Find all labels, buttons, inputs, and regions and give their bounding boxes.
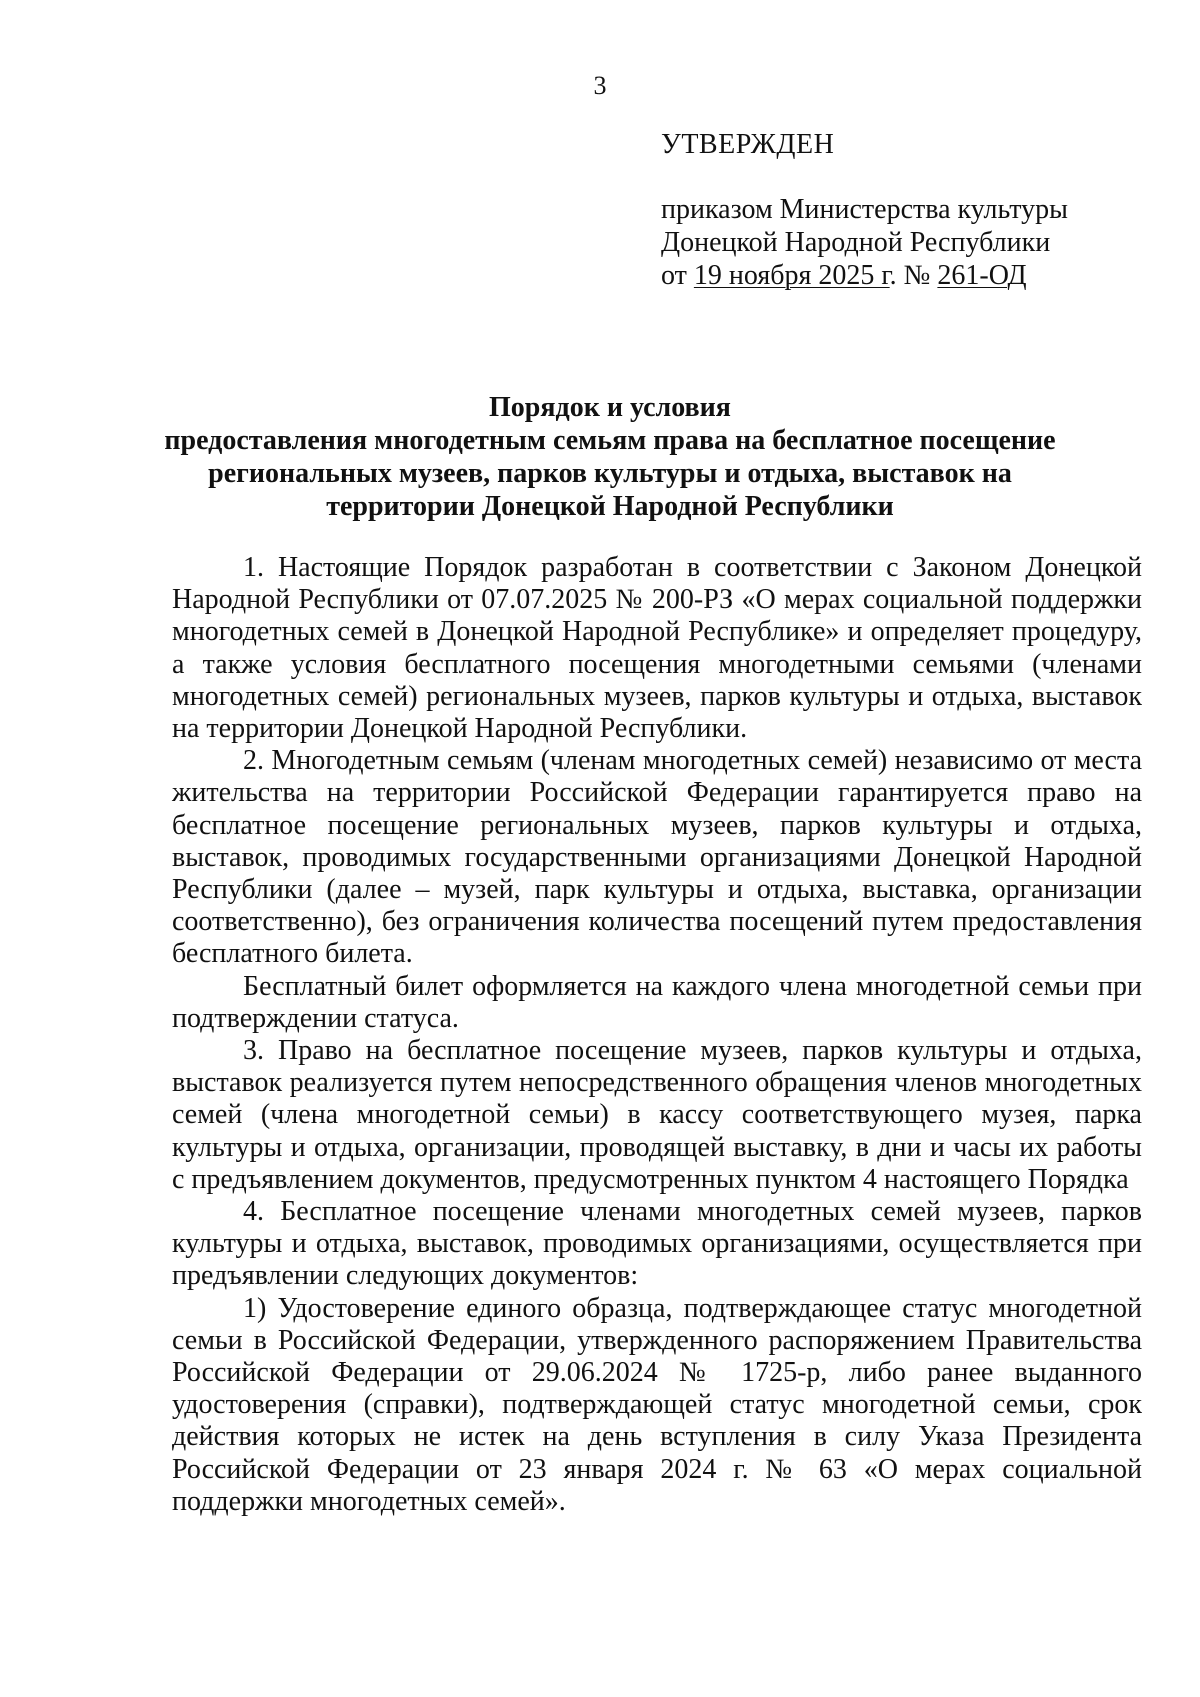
approval-number-prefix: . № <box>889 260 938 291</box>
approval-block <box>661 193 1141 292</box>
title-line-4: территории Донецкой Народной Республики <box>326 491 894 522</box>
approval-order-line: приказом Министерства культуры <box>661 194 1068 225</box>
title-line-3: региональных музеев, парков культуры и отдыха, выставок на <box>208 458 1012 489</box>
document-title <box>160 391 1060 523</box>
paragraph-2: 2. Многодетным семьям (членам многодетных семей) независимо от места жительства на территории Российской Федерации гарантируется право на бесплатное посещение региональных музеев, парков культуры и отдыха, выставок, проводимых государственными организациями Донецкой Народной Республики (далее – музей, парк культуры и отдыха, выставка, организации соответственно), без ограничения количества посещений путем предоставления бесплатного билета. <box>172 745 1142 970</box>
approval-ministry-line: Донецкой Народной Республики <box>661 227 1051 258</box>
approval-number: 261-ОД <box>937 260 1027 291</box>
approval-date-prefix: от <box>661 260 694 291</box>
paragraph-4: 4. Бесплатное посещение членами многодетных семей музеев, парков культуры и отдыха, выставок, проводимых организациями, осуществляется при предъявлении следующих документов: <box>172 1196 1142 1292</box>
document-body <box>172 552 1142 1518</box>
paragraph-4-item-1: 1) Удостоверение единого образца, подтверждающее статус многодетной семьи в Российской Федерации, утвержденного распоряжением Правительства Российской Федерации от 29.06.2024 № 1725-р, либо ранее выданного удостоверения (справки), подтверждающей статус многодетной семьи, срок действия которых не истек на день вступления в силу Указа Президента Российской Федерации от 23 января 2024 г. № 63 «О мерах социальной поддержки многодетных семей». <box>172 1292 1142 1517</box>
paragraph-3: 3. Право на бесплатное посещение музеев, парков культуры и отдыха, выставок реализуется путем непосредственного обращения членов многодетных семей (члена многодетной семьи) в кассу соответствующего музея, парка культуры и отдыха, организации, проводящей выставку, в дни и часы их работы с предъявлением документов, предусмотренных пунктом 4 настоящего Порядка <box>172 1035 1142 1195</box>
approval-date: 19 ноября 2025 г <box>693 260 890 291</box>
title-line-1: Порядок и условия <box>489 392 731 423</box>
paragraph-1: 1. Настоящие Порядок разработан в соответствии с Законом Донецкой Народной Республики от 07.07.2025 № 200-РЗ «О мерах социальной поддержки многодетных семей в Донецкой Народной Республике» и определяет процедуру, а также условия бесплатного посещения многодетными семьями (членами многодетных семей) региональных музеев, парков культуры и отдыха, выставок на территории Донецкой Народной Республики. <box>172 552 1142 745</box>
paragraph-2-ticket: Бесплатный билет оформляется на каждого члена многодетной семьи при подтверждении статуса. <box>172 970 1142 1034</box>
title-line-2: предоставления многодетным семьям права на бесплатное посещение <box>164 425 1056 456</box>
approval-stamp-title: УТВЕРЖДЕН <box>661 129 835 160</box>
page-number: 3 <box>593 71 607 100</box>
approval-date-line <box>661 259 1141 292</box>
